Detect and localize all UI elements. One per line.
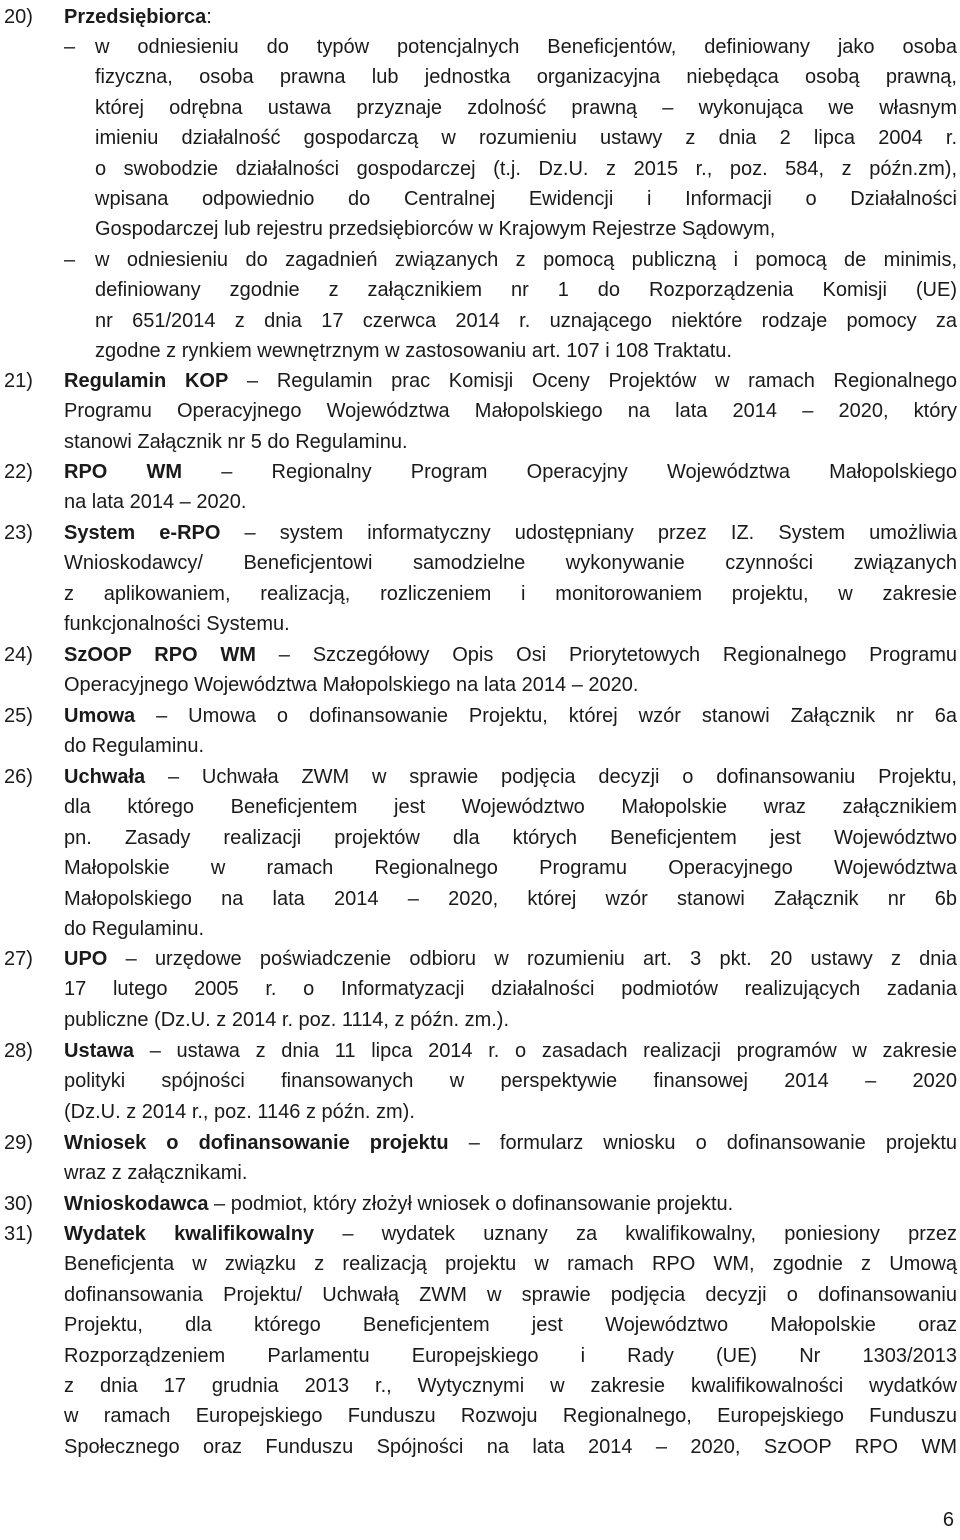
- item-number: 26): [4, 766, 33, 788]
- definition-term: Regulamin KOP: [64, 370, 229, 392]
- definition-term: UPO: [64, 948, 108, 970]
- item-number: 31): [4, 1223, 33, 1245]
- item-number: 28): [4, 1040, 33, 1062]
- list-dash: –: [64, 249, 76, 271]
- definition-term: Wniosek o dofinansowanie projektu: [64, 1132, 449, 1154]
- sub-definition-2: w odniesieniu do zagadnień związanych z pomocą publiczną i pomocą de minimis, definiowany zgodnie z załącznikiem nr 1 do Rozporządzenia Komisji (UE) nr 651/2014 z dnia 17 czerwca 2014 r. uznającego niektóre rodzaje pomocy za zgodne z rynkiem wewnętrznym w zastosowaniu art. 107 i 108 Traktatu.: [95, 249, 957, 363]
- definition-term: Ustawa: [64, 1040, 135, 1062]
- definition-term: Uchwała: [64, 766, 146, 788]
- definition-term: System e-RPO: [64, 522, 221, 544]
- item-number: 23): [4, 522, 33, 544]
- item-number: 30): [4, 1193, 33, 1215]
- item-number: 24): [4, 644, 33, 666]
- item-number: 27): [4, 948, 33, 970]
- item-number: 20): [4, 6, 33, 28]
- item-number: 21): [4, 370, 33, 392]
- list-dash: –: [64, 36, 76, 58]
- definition-term: SzOOP RPO WM: [64, 644, 256, 666]
- definition-term: Przedsiębiorca: [64, 6, 207, 28]
- item-number: 29): [4, 1132, 33, 1154]
- sub-definition-1: w odniesieniu do typów potencjalnych Beneficjentów, definiowany jako osoba fizyczna, osoba prawna lub jednostka organizacyjna niebędąca osobą prawną, której odrębna ustawa przyznaje zdolność prawną – wykonująca we własnym imieniu działalność gospodarczą w rozumieniu ustawy z dnia 2 lipca 2004 r. o swobodzie działalności gospodarczej (t.j. Dz.U. z 2015 r., poz. 584, z późn.zm), wpisana odpowiednio do Centralnej Ewidencji i Informacji o Działalności Gospodarczej lub rejestru przedsiębiorców w Krajowym Rejestrze Sądowym,: [95, 36, 957, 241]
- definition-term: Wnioskodawca: [64, 1193, 209, 1215]
- item-number: 22): [4, 461, 33, 483]
- definition-term: Umowa: [64, 705, 136, 727]
- item-number: 25): [4, 705, 33, 727]
- definition-term: RPO WM: [64, 461, 183, 483]
- definition-term: Wydatek kwalifikowalny: [64, 1223, 315, 1245]
- page-number: 6: [942, 1509, 954, 1531]
